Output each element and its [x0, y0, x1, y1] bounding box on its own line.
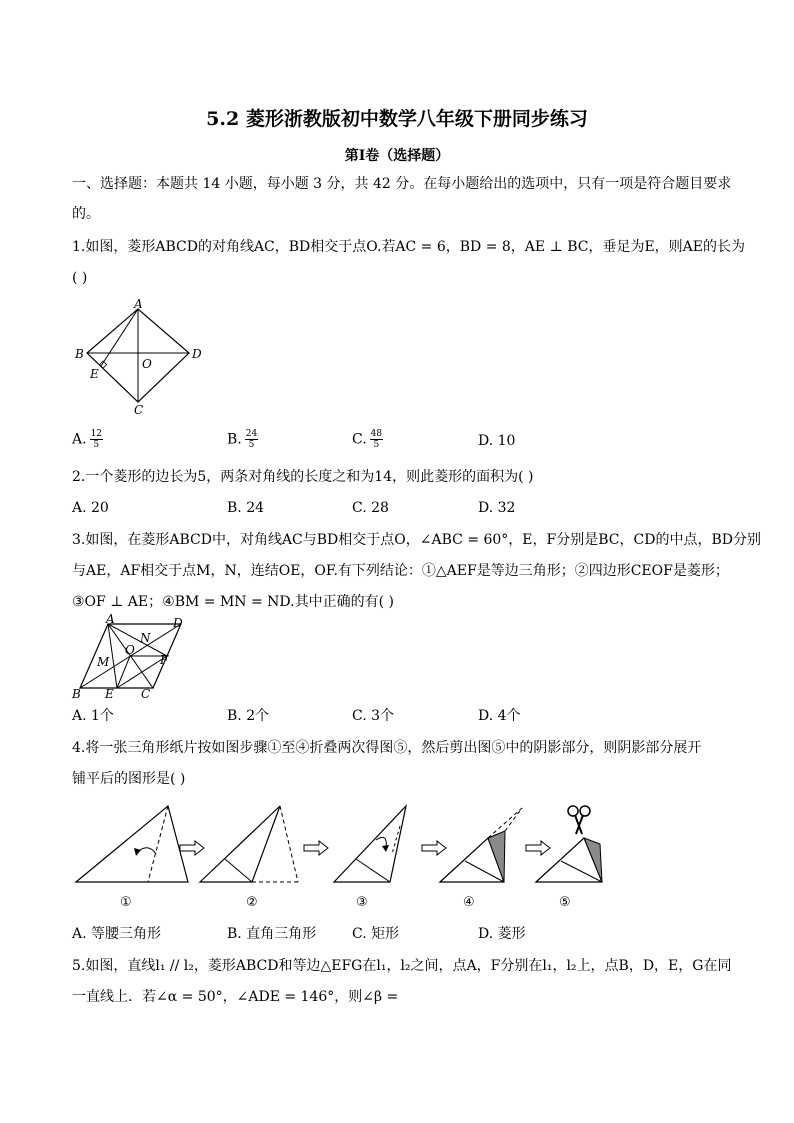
q4-arrow-1-2 — [180, 841, 204, 855]
q3-option-a[interactable]: A. 1个 — [72, 708, 114, 724]
q1-stem-line1: 1.如图，菱形ABCD的对角线AC，BD相交于点O.若AC = 6，BD = 8，AE ⊥ BC，垂足为E，则AE的长为 — [72, 239, 746, 255]
q1-label-d: D — [192, 347, 202, 361]
q3-option-b[interactable]: B. 2个 — [227, 708, 270, 724]
q4-step1-fold-line — [148, 806, 168, 882]
q1-option-c-label: C. — [352, 431, 367, 448]
q1-option-c-fraction — [370, 429, 383, 450]
q4-arrow-4-5 — [526, 841, 550, 855]
q1-option-b-den: 5 — [248, 440, 255, 450]
q3-stem-line3: ③OF ⊥ AE；④BM = MN = ND.其中正确的有( ) — [72, 594, 394, 610]
q1-option-b-label: B. — [227, 431, 242, 448]
q4-stem-line2: 铺平后的图形是( ) — [72, 771, 186, 787]
q1-option-a-label: A. — [72, 431, 87, 448]
q4-step2-crease — [225, 859, 252, 882]
q3-label-o: O — [125, 643, 135, 657]
section-instructions-line2: 的。 — [72, 206, 100, 222]
section-subtitle: 第Ⅰ卷（选择题） — [344, 148, 450, 164]
q3-label-c: C — [141, 687, 151, 700]
q3-label-a: A — [106, 614, 115, 626]
q1-option-a-den: 5 — [93, 440, 100, 450]
q1-altitude-ae — [101, 309, 138, 366]
q4-step1-triangle — [76, 806, 188, 882]
q2-option-c[interactable]: C. 28 — [352, 500, 389, 516]
q4-folding-steps-figure — [70, 798, 620, 914]
q3-segment-ae — [108, 624, 117, 688]
q1-rhombus-figure — [70, 298, 210, 416]
q4-step5-shaded-part — [584, 838, 602, 882]
q4-step-label-1: ① — [120, 895, 132, 910]
q4-stem-line1: 4.将一张三角形纸片按如图步骤①至④折叠两次得图⑤，然后剪出图⑤中的阴影部分，则阴影部分展开 — [72, 740, 702, 756]
q1-option-a-num: 12 — [90, 429, 103, 439]
q4-step3-arrowhead — [382, 845, 389, 852]
q4-arrow-2-3 — [304, 841, 328, 855]
q2-option-a[interactable]: A. 20 — [72, 500, 109, 516]
q1-option-a[interactable] — [72, 429, 103, 450]
q4-step4-dashed-edge — [505, 808, 522, 831]
q4-step-label-3: ③ — [356, 895, 368, 910]
q1-option-c-num: 48 — [370, 429, 383, 439]
q1-option-b[interactable] — [227, 429, 258, 450]
q4-option-b[interactable]: B. 直角三角形 — [227, 926, 317, 942]
q2-stem: 2.一个菱形的边长为5，两条对角线的长度之和为14，则此菱形的面积为( ) — [72, 469, 534, 485]
page-title: 5.2 菱形浙教版初中数学八年级下册同步练习 — [206, 108, 588, 130]
q3-stem-line1: 3.如图，在菱形ABCD中，对角线AC与BD相交于点O，∠ABC = 60°，E，F分别是BC，CD的中点，BD分别 — [72, 532, 761, 548]
q1-label-b: B — [75, 347, 84, 361]
q3-label-n: N — [140, 631, 151, 645]
q2-option-b[interactable]: B. 24 — [227, 500, 265, 516]
q4-option-c[interactable]: C. 矩形 — [352, 926, 400, 942]
q5-stem-line1: 5.如图，直线l₁ // l₂，菱形ABCD和等边△EFG在l₁，l₂之间，点A，F分别在l₁，l₂上，点B，D，E，G在同 — [72, 958, 732, 974]
q1-option-c[interactable] — [352, 429, 383, 450]
q4-step-label-4: ④ — [463, 895, 475, 910]
q3-label-f: F — [160, 653, 169, 667]
q3-label-b: B — [72, 687, 81, 700]
q4-option-d[interactable]: D. 菱形 — [478, 926, 526, 942]
q4-step3-crease — [356, 859, 390, 882]
q1-label-o: O — [142, 357, 152, 371]
q4-step-label-5: ⑤ — [559, 895, 571, 910]
q3-label-d: D — [173, 616, 183, 630]
q3-option-d[interactable]: D. 4个 — [478, 708, 521, 724]
section-instructions-line1: 一、选择题：本题共 14 小题，每小题 3 分，共 42 分。在每小题给出的选项中，只有一项是符合题目要求 — [72, 176, 732, 192]
q1-option-b-fraction — [245, 429, 258, 450]
q1-option-a-fraction — [90, 429, 103, 450]
q1-option-b-num: 24 — [245, 429, 258, 439]
q1-option-c-den: 5 — [373, 440, 380, 450]
q1-option-d[interactable] — [478, 431, 515, 451]
q4-arrow-3-4 — [422, 841, 446, 855]
q3-stem-line2: 与AE，AF相交于点M，N，连结OE，OF.有下列结论：①△AEF是等边三角形；②四边形CEOF是菱形； — [72, 563, 729, 579]
q3-rhombus-figure — [70, 614, 200, 700]
q1-stem-line2: ( ) — [72, 270, 88, 286]
q3-label-m: M — [97, 655, 110, 669]
q4-step-label-2: ② — [246, 895, 258, 910]
q1-label-c: C — [134, 403, 144, 416]
q1-label-e: E — [90, 367, 99, 381]
q1-label-a: A — [134, 298, 143, 311]
q4-step1-arrowhead — [134, 848, 141, 856]
q4-option-a[interactable]: A. 等腰三角形 — [72, 926, 162, 942]
q3-label-e: E — [105, 687, 114, 700]
q4-step2-dashed-edge — [280, 806, 298, 882]
scissors-icon — [568, 806, 590, 834]
q4-step2-triangle — [200, 806, 280, 882]
q3-option-c[interactable]: C. 3个 — [352, 708, 395, 724]
q1-option-d-text: 10 — [497, 433, 516, 449]
q2-option-d[interactable]: D. 32 — [478, 500, 516, 516]
q5-stem-line2: 一直线上．若∠α = 50°，∠ADE = 146°，则∠β = — [72, 989, 399, 1005]
q1-option-d-label: D. — [478, 433, 494, 449]
